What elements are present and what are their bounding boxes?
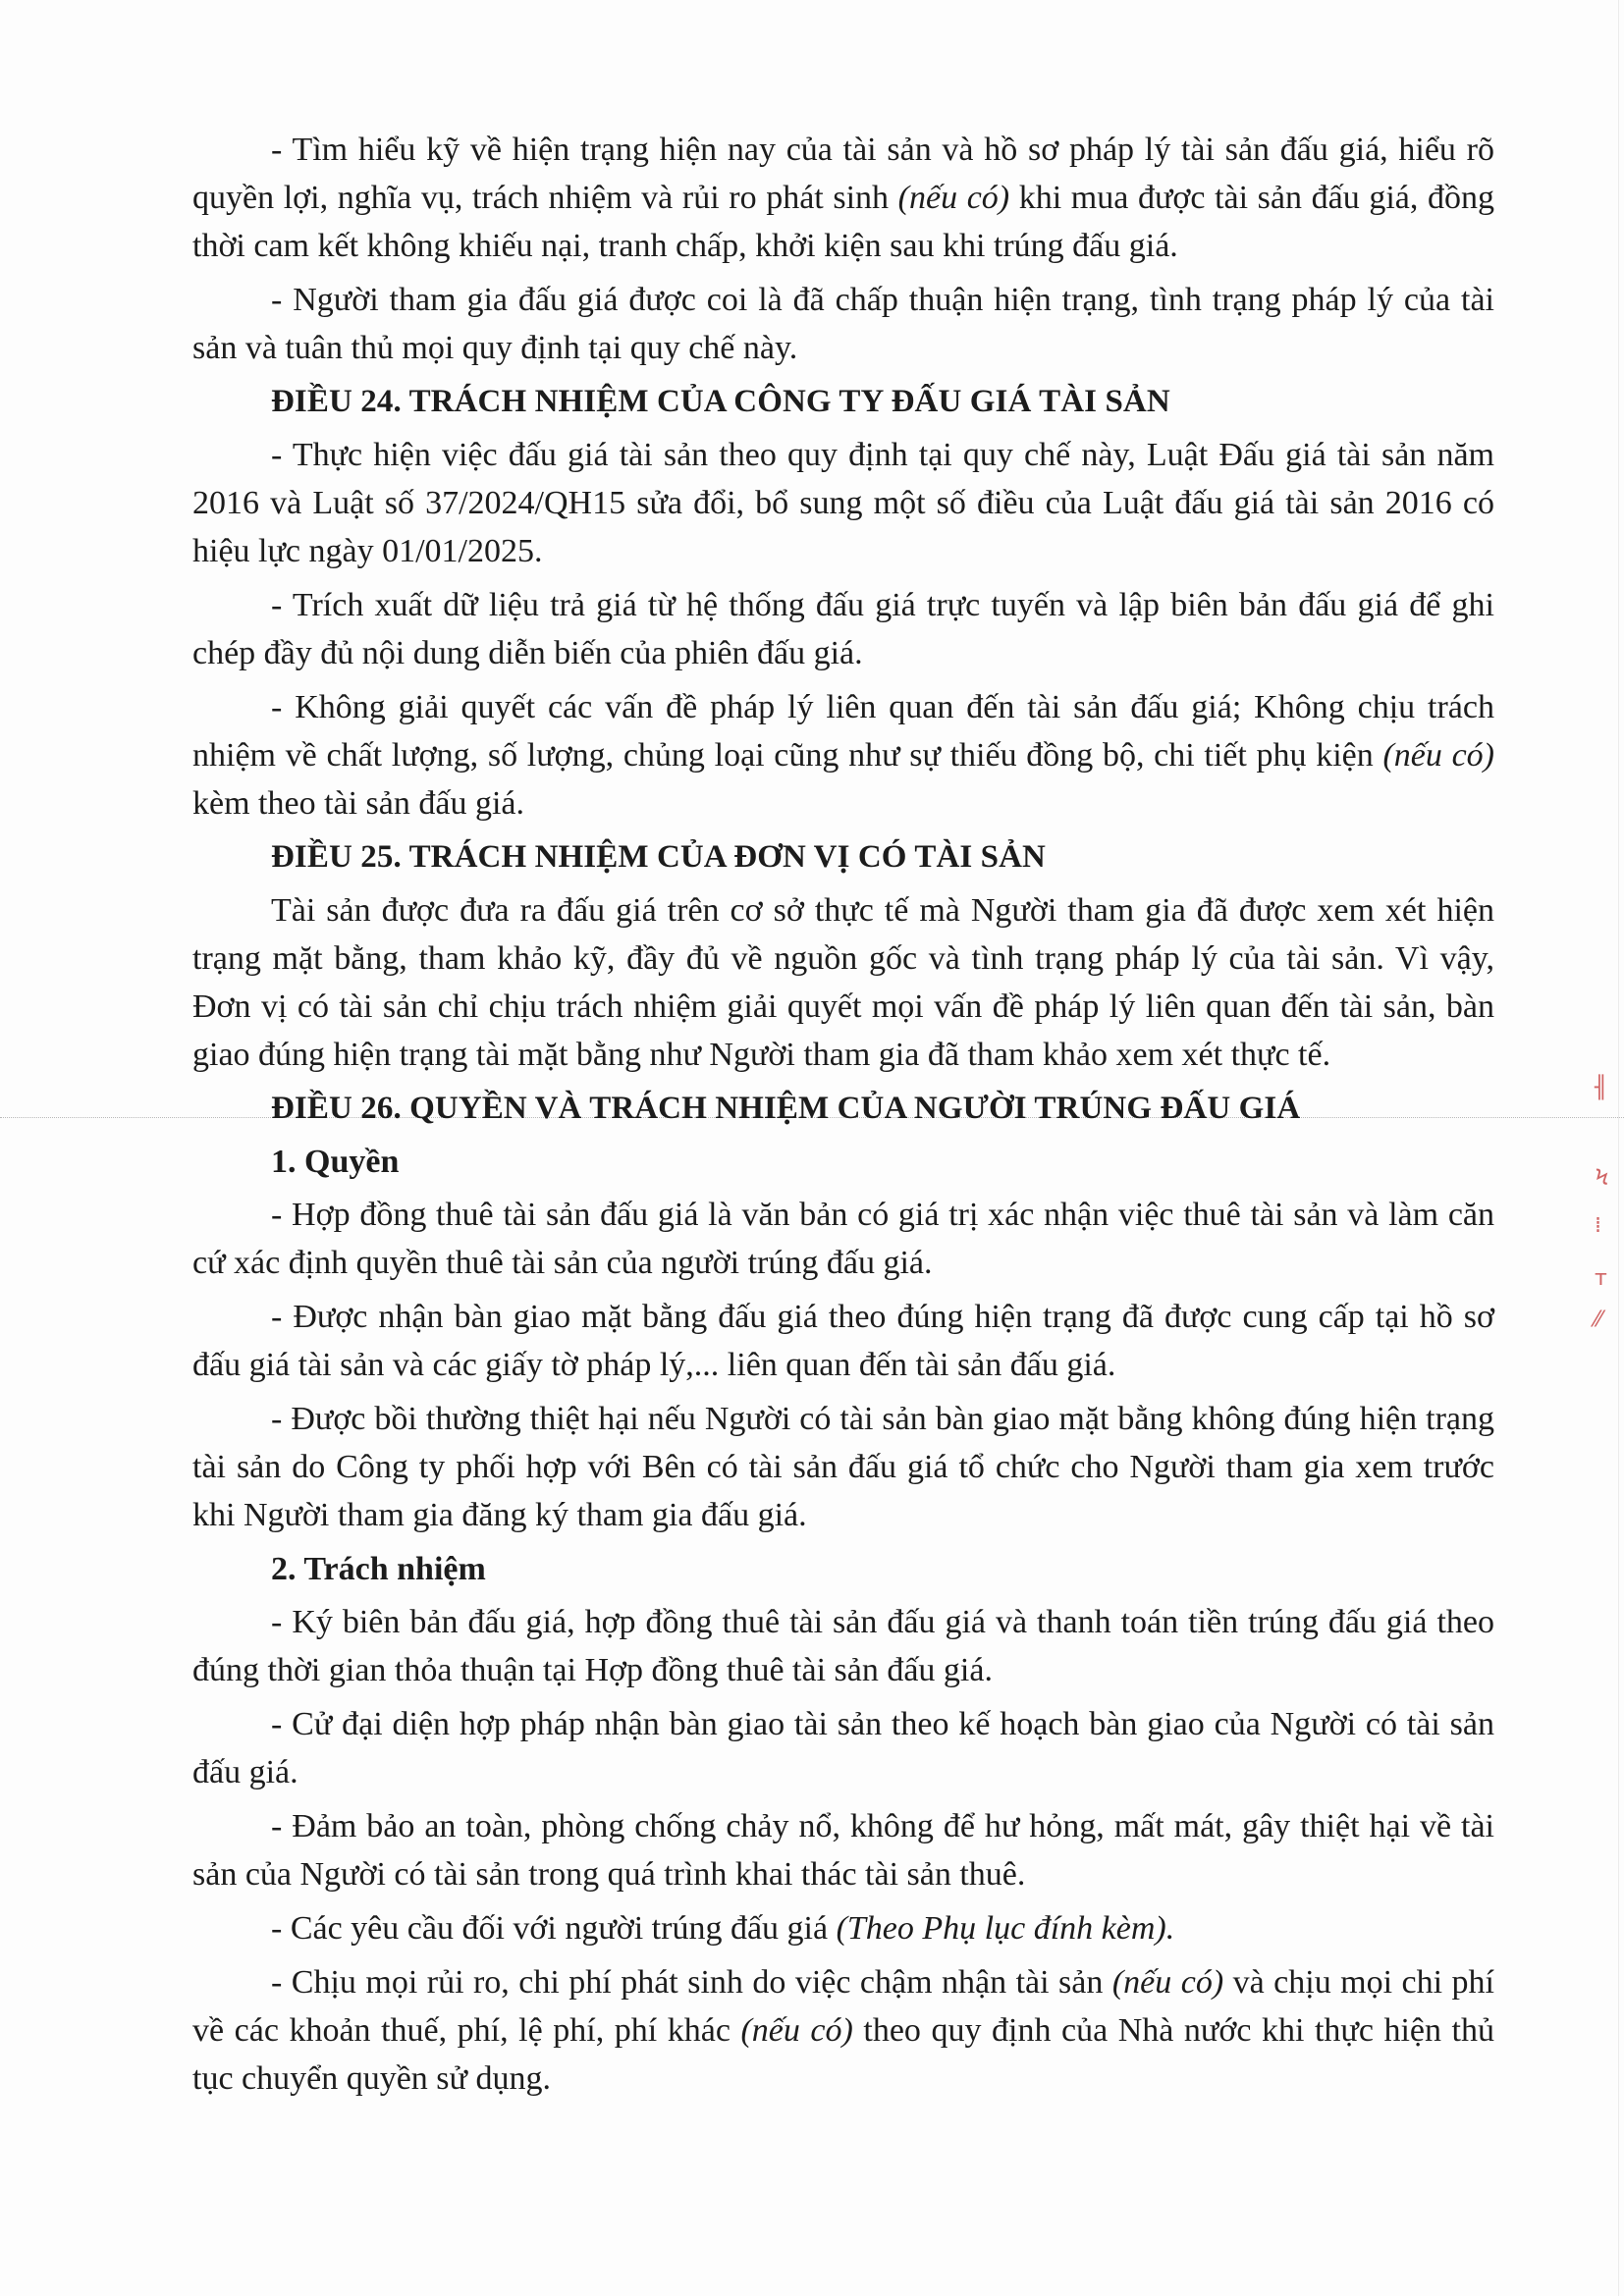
paragraph-text: - Người tham gia đấu giá được coi là đã chấp thuận hiện trạng, tình trạng pháp lý của tài sản và tuân thủ mọi quy định tại quy chế này.: [192, 282, 1494, 366]
italic-text: (nếu có): [1111, 1964, 1224, 2001]
paragraph: [192, 1904, 1494, 1952]
paragraph: [192, 1191, 1494, 1287]
paragraph-text: - Đảm bảo an toàn, phòng chống chảy nổ, không để hư hỏng, mất mát, gây thiệt hại về tài sản của Người có tài sản trong quá trình khai thác tài sản thuê.: [192, 1808, 1494, 1893]
paragraph: [192, 276, 1494, 372]
section-heading: ĐIỀU 26. QUYỀN VÀ TRÁCH NHIỆM CỦA NGƯỜI TRÚNG ĐẤU GIÁ: [271, 1091, 1301, 1126]
italic-text: (nếu có): [897, 180, 1010, 216]
paragraph-text: - Ký biên bản đấu giá, hợp đồng thuê tài sản đấu giá và thanh toán tiền trúng đấu giá theo đúng thời gian thỏa thuận tại Hợp đồng thuê tài sản đấu giá.: [192, 1604, 1494, 1688]
paragraph: [192, 1293, 1494, 1389]
paragraph-text: và chịu mọi chi phí về các khoản thuế, phí, lệ phí, phí khác: [192, 1964, 1494, 2049]
italic-text: (Theo Phụ lục đính kèm).: [836, 1910, 1175, 1947]
paragraph: [192, 1700, 1494, 1796]
italic-text: (nếu có): [740, 2012, 853, 2049]
paragraph-text: - Cử đại diện hợp pháp nhận bàn giao tài sản theo kế hoạch bàn giao của Người có tài sản đấu giá.: [192, 1706, 1494, 1790]
paragraph: [192, 1958, 1494, 2103]
paragraph-text: - Chịu mọi rủi ro, chi phí phát sinh do việc chậm nhận tài sản: [271, 1964, 1112, 2001]
margin-stamp-marks: ╢ Ϟ ⁞ т ⁄⁄: [1595, 1076, 1609, 1332]
paragraph: [192, 581, 1494, 677]
paragraph: [192, 126, 1494, 270]
paragraph: [192, 1395, 1494, 1539]
italic-text: (nếu có): [1382, 737, 1494, 774]
paragraph-text: - Được bồi thường thiệt hại nếu Người có tài sản bàn giao mặt bằng không đúng hiện trạng tài sản do Công ty phối hợp với Bên có tài sản đấu giá tổ chức cho Người tham gia xem trước khi Người tham gia đăng ký tham gia đấu giá.: [192, 1401, 1494, 1533]
paragraph-text: - Các yêu cầu đối với người trúng đấu giá: [271, 1910, 837, 1947]
paragraph: [192, 1802, 1494, 1898]
subsection-heading: 1. Quyền: [271, 1144, 400, 1180]
paragraph-text: - Không giải quyết các vấn đề pháp lý liên quan đến tài sản đấu giá; Không chịu trách nhiệm về chất lượng, số lượng, chủng loại cũng như sự thiếu đồng bộ, chi tiết phụ kiện: [192, 689, 1494, 774]
paragraph: [192, 683, 1494, 828]
paragraph-text: - Thực hiện việc đấu giá tài sản theo quy định tại quy chế này, Luật Đấu giá tài sản năm 2016 và Luật số 37/2024/QH15 sửa đổi, bổ sung một số điều của Luật đấu giá tài sản 2016 có hiệu lực ngày 01/01/2025.: [192, 437, 1494, 569]
paragraph-text: theo quy định của Nhà nước khi thực hiện thủ tục chuyển quyền sử dụng.: [192, 2012, 1494, 2097]
paragraph-text: - Tìm hiểu kỹ về hiện trạng hiện nay của tài sản và hồ sơ pháp lý tài sản đấu giá, hiểu rõ quyền lợi, nghĩa vụ, trách nhiệm và rủi ro phát sinh: [192, 132, 1494, 216]
paragraph-text: khi mua được tài sản đấu giá, đồng thời cam kết không khiếu nại, tranh chấp, khởi kiện sau khi trúng đấu giá.: [192, 180, 1494, 264]
paragraph: [192, 431, 1494, 575]
paragraph-text: Tài sản được đưa ra đấu giá trên cơ sở thực tế mà Người tham gia đã được xem xét hiện trạng mặt bằng, tham khảo kỹ, đầy đủ về nguồn gốc và tình trạng pháp lý của tài sản. Vì vậy, Đơn vị có tài sản chỉ chịu trách nhiệm giải quyết mọi vấn đề pháp lý liên quan đến tài sản, bàn giao đúng hiện trạng tài mặt bằng như Người tham gia đã tham khảo xem xét thực tế.: [192, 892, 1494, 1073]
paragraph-text: kèm theo tài sản đấu giá.: [192, 785, 525, 822]
paragraph-text: - Được nhận bàn giao mặt bằng đấu giá theo đúng hiện trạng đã được cung cấp tại hồ sơ đấu giá tài sản và các giấy tờ pháp lý,... liên quan đến tài sản đấu giá.: [192, 1299, 1494, 1383]
section-heading: ĐIỀU 25. TRÁCH NHIỆM CỦA ĐƠN VỊ CÓ TÀI SẢN: [271, 839, 1046, 875]
section-heading: ĐIỀU 24. TRÁCH NHIỆM CỦA CÔNG TY ĐẤU GIÁ TÀI SẢN: [271, 384, 1170, 419]
paragraph: [192, 1598, 1494, 1694]
paragraph-text: - Trích xuất dữ liệu trả giá từ hệ thống đấu giá trực tuyến và lập biên bản đấu giá để ghi chép đầy đủ nội dung diễn biến của phiên đấu giá.: [192, 587, 1494, 671]
document-page: [192, 126, 1494, 2109]
paragraph-text: - Hợp đồng thuê tài sản đấu giá là văn bản có giá trị xác nhận việc thuê tài sản và làm căn cứ xác định quyền thuê tài sản của người trúng đấu giá.: [192, 1197, 1494, 1281]
subsection-heading: 2. Trách nhiệm: [271, 1551, 486, 1587]
paragraph: [192, 886, 1494, 1079]
